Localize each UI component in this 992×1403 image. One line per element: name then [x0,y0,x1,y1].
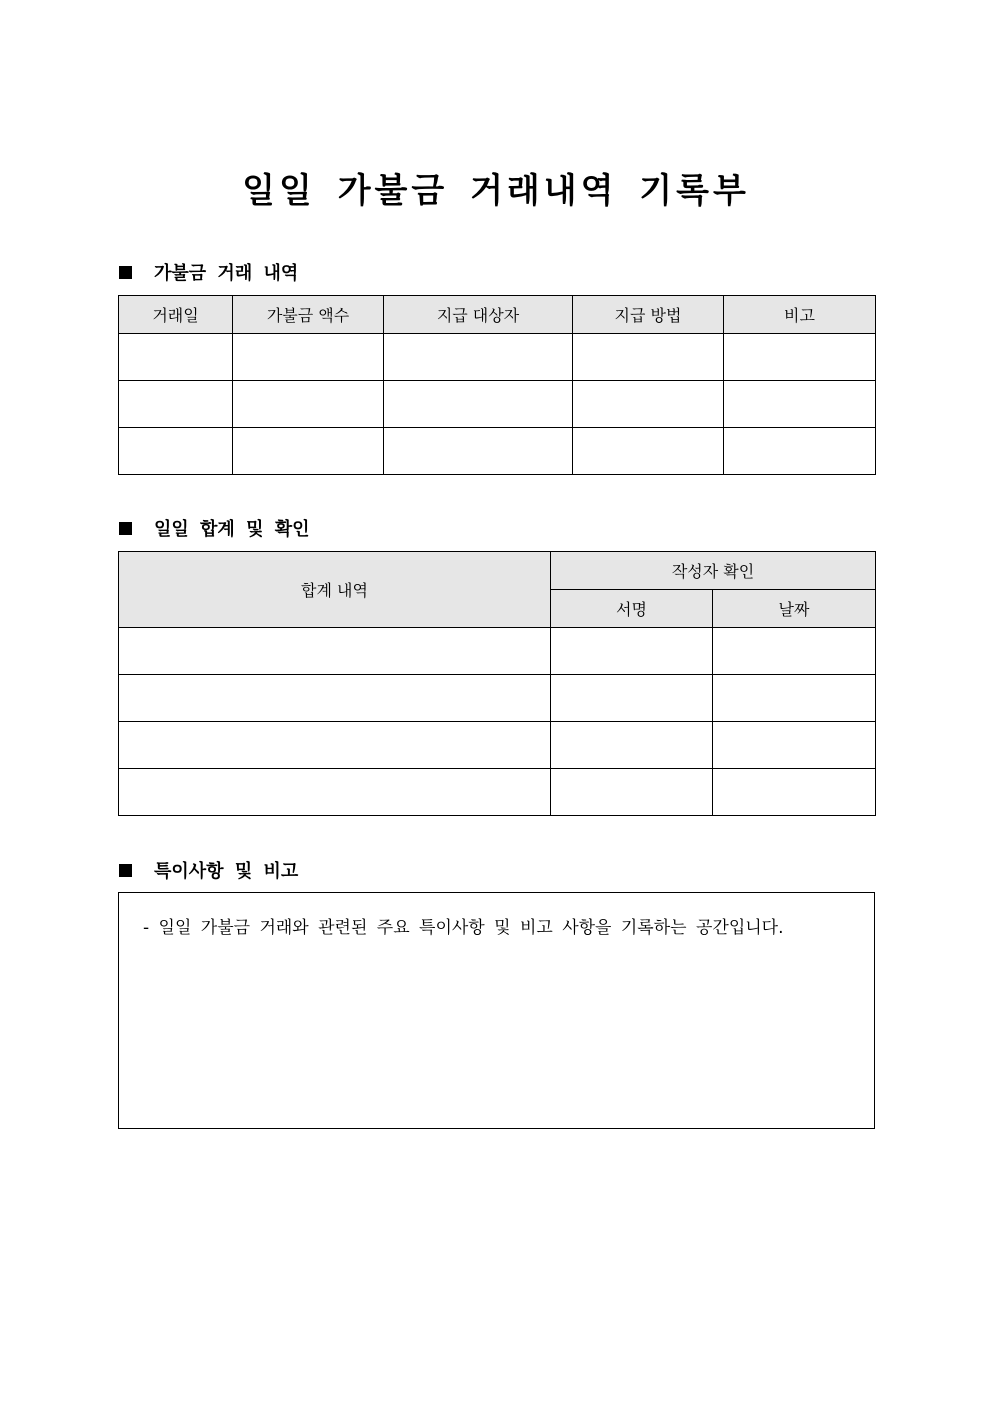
table-cell[interactable] [573,381,724,428]
table-cell[interactable] [119,334,233,381]
table-cell[interactable] [233,381,384,428]
table-row [119,428,876,475]
table-cell[interactable] [551,628,713,675]
column-header-date: 거래일 [119,296,233,334]
column-header-amount: 가불금 액수 [233,296,384,334]
page-title: 일일 가불금 거래내역 기록부 [242,171,750,211]
table-cell[interactable] [713,675,876,722]
section-heading-label: 가불금 거래 내역 [154,263,299,284]
table-cell[interactable] [551,675,713,722]
table-cell[interactable] [713,722,876,769]
table-cell[interactable] [384,334,573,381]
table-cell[interactable] [724,334,876,381]
notes-text: - 일일 가불금 거래와 관련된 주요 특이사항 및 비고 사항을 기록하는 공간입니다. [143,918,784,938]
bullet-square-icon [119,864,132,877]
table-header-row [119,552,876,590]
section-heading-label: 특이사항 및 비고 [154,861,299,882]
table-cell[interactable] [724,381,876,428]
table-cell[interactable] [551,769,713,816]
column-header-summary: 합계 내역 [119,552,551,628]
table-cell[interactable] [551,722,713,769]
column-header-remarks: 비고 [724,296,876,334]
table-cell[interactable] [573,428,724,475]
table-cell[interactable] [233,428,384,475]
table-row [119,769,876,816]
section-heading-daily-total [119,515,310,541]
table-cell[interactable] [119,628,551,675]
table-cell[interactable] [384,428,573,475]
table-cell[interactable] [119,675,551,722]
table-row [119,334,876,381]
table-row [119,722,876,769]
table-cell[interactable] [713,769,876,816]
table-cell[interactable] [119,381,233,428]
table-cell[interactable] [233,334,384,381]
transactions-table [118,295,876,475]
bullet-square-icon [119,522,132,535]
table-cell[interactable] [384,381,573,428]
section-heading-label: 일일 합계 및 확인 [154,519,310,540]
table-row [119,628,876,675]
table-row [119,381,876,428]
table-cell[interactable] [573,334,724,381]
column-header-date: 날짜 [713,590,876,628]
table-cell[interactable] [119,428,233,475]
table-cell[interactable] [119,722,551,769]
column-header-signature: 서명 [551,590,713,628]
table-row [119,675,876,722]
notes-box[interactable] [118,892,875,1129]
table-cell[interactable] [119,769,551,816]
column-header-method: 지급 방법 [573,296,724,334]
bullet-square-icon [119,266,132,279]
column-header-recipient: 지급 대상자 [384,296,573,334]
section-heading-transactions [119,259,298,285]
table-header-row [119,296,876,334]
table-cell[interactable] [724,428,876,475]
daily-total-table [118,551,876,816]
table-cell[interactable] [713,628,876,675]
column-header-author-confirm: 작성자 확인 [551,552,876,590]
section-heading-notes [119,857,298,883]
